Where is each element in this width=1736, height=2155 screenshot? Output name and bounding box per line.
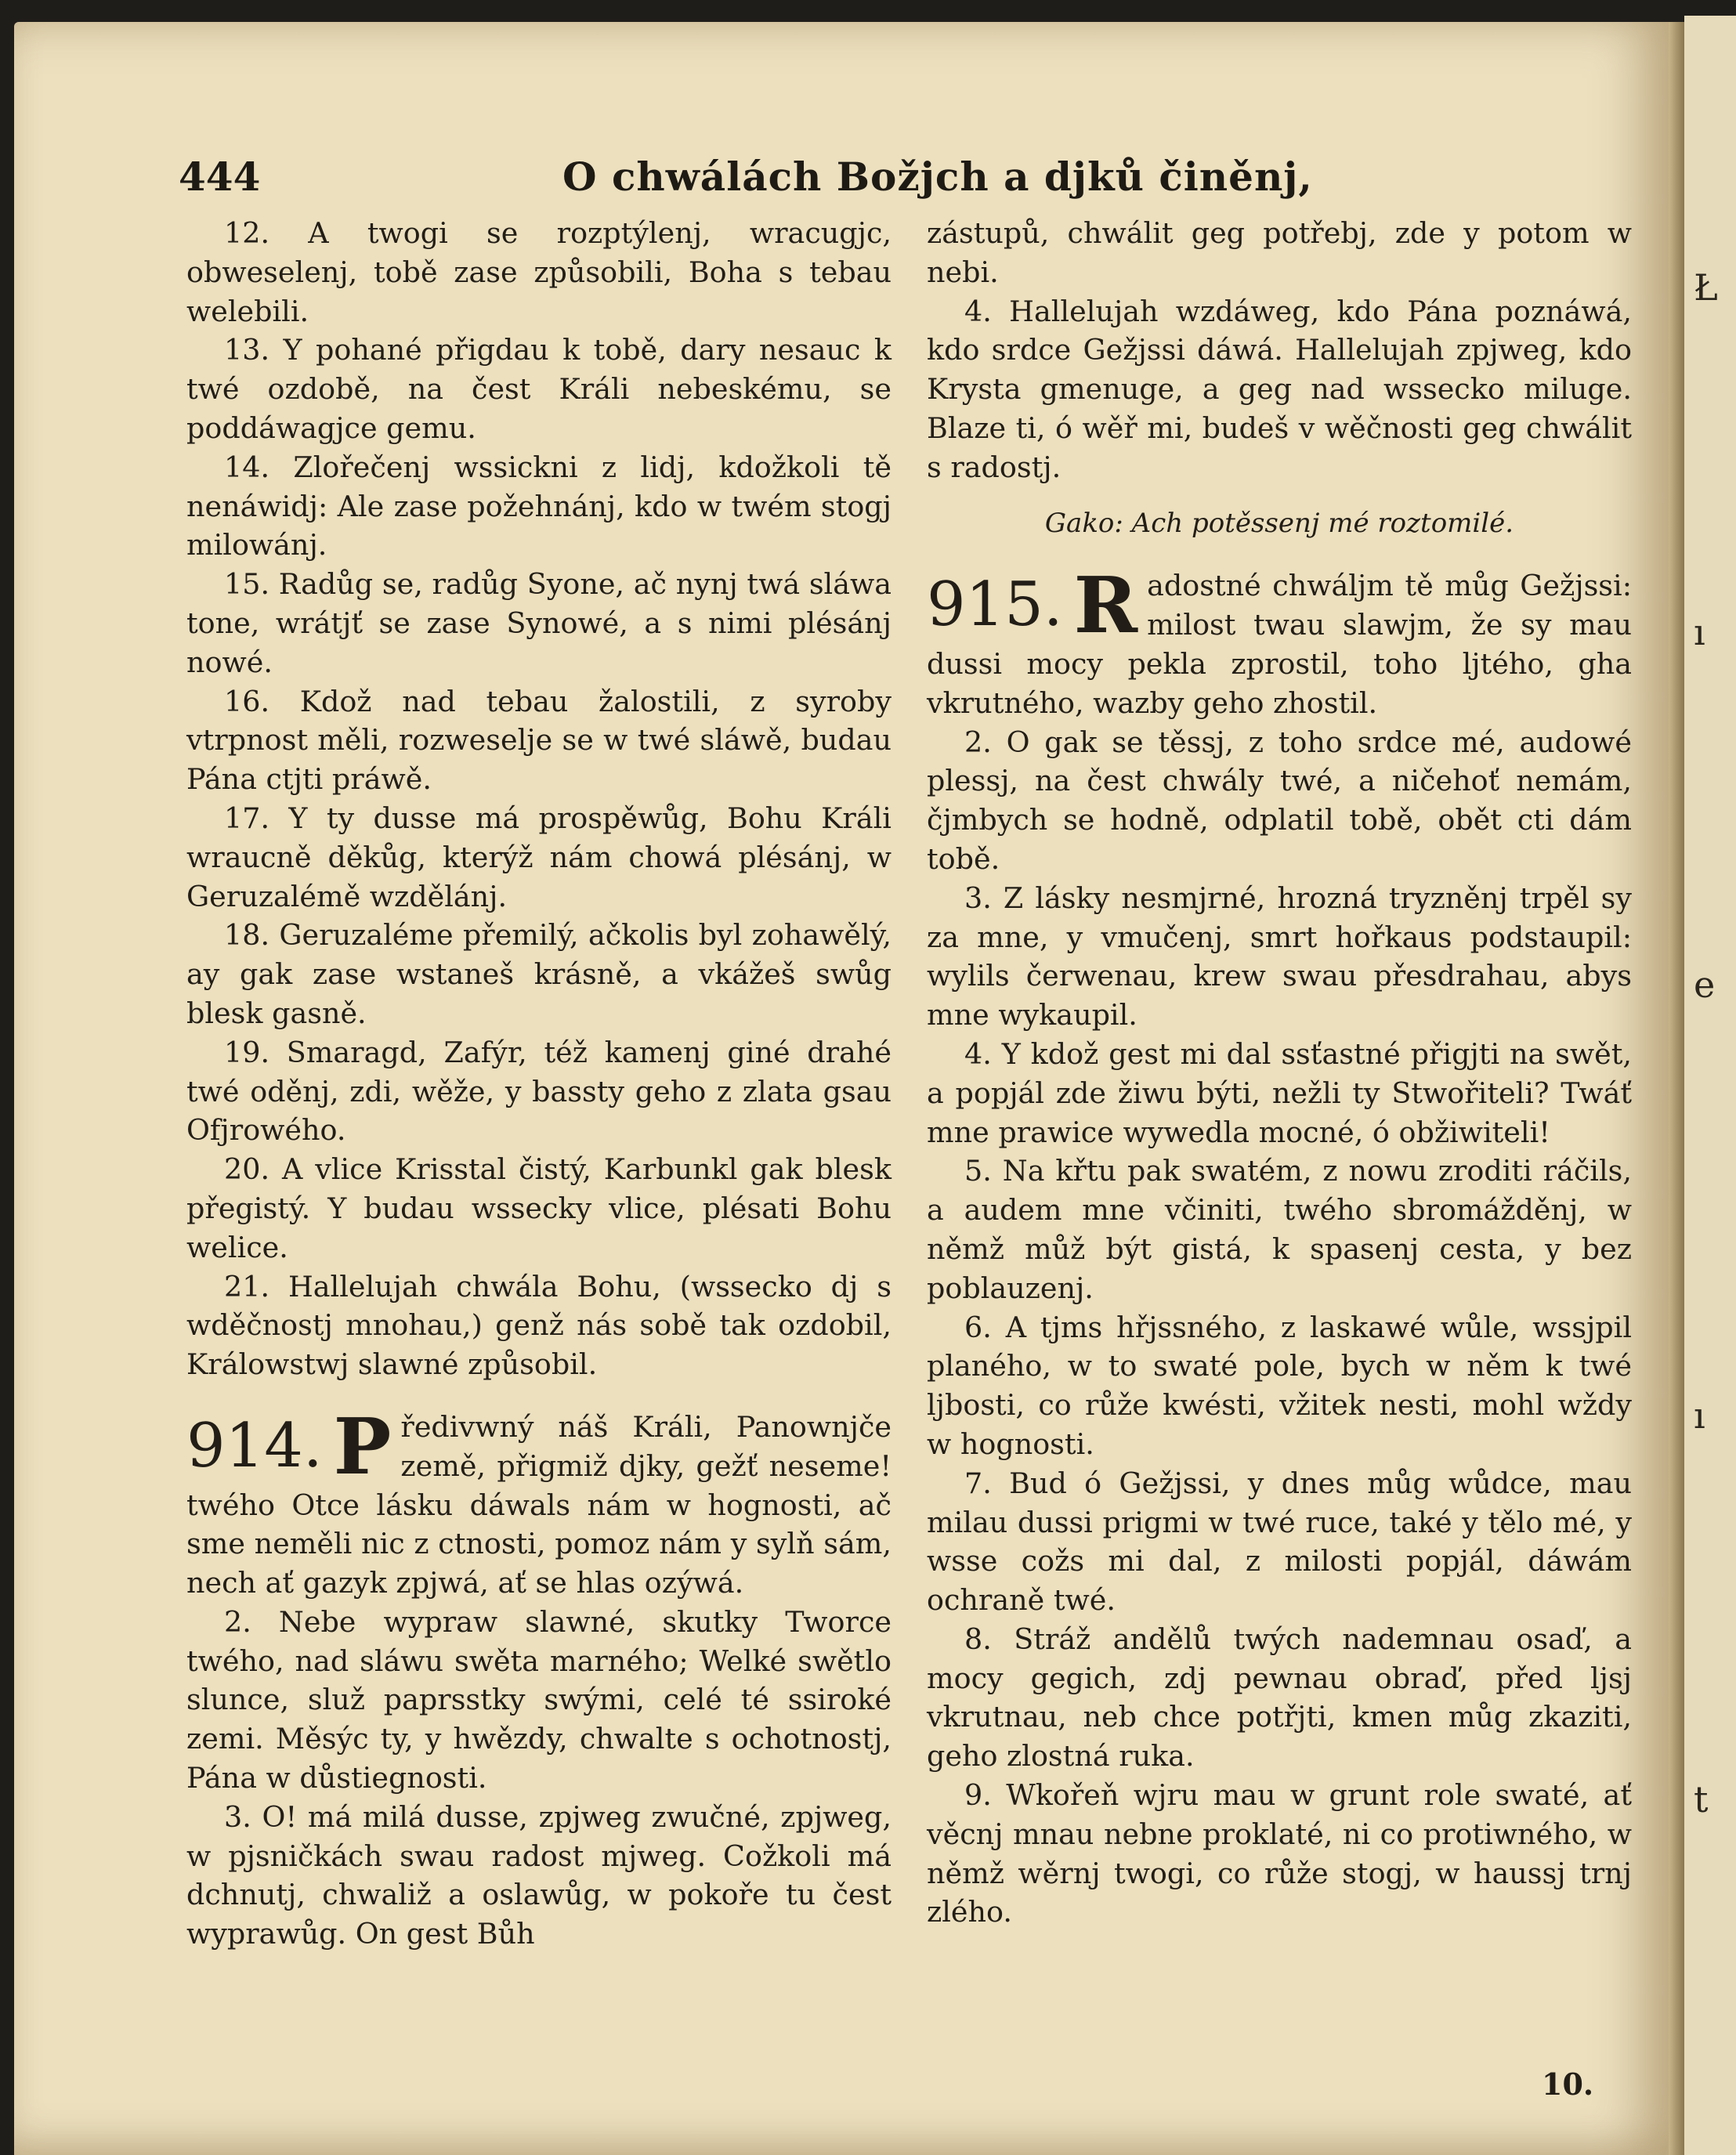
stanza-text: Zlořečenj wssickni z lidj, kdožkoli tě nenáwidj: Ale zase požehnánj, kdo w twém stogj milowánj. [186, 450, 892, 562]
stanza-number: 5. [964, 1154, 1003, 1188]
hymn [927, 561, 1632, 1932]
stanza-number: 9. [964, 1778, 1007, 1813]
stanza-text: Hallelujah chwála Bohu, (wssecko dj s wděčnostj mnohau,) genž nás sobě tak ozdobil, Králowstwj slawné způsobil. [186, 1269, 892, 1382]
stanza-number: 14. [224, 450, 294, 484]
stanza-text: ředivwný náš Králi, Panownjče země, přigmiž djky, gežť neseme! twého Otce lásku dáwals nám w hognosti, ač sme neměli nic z ctnosti, pomoz nám y sylň sám, nech ať gazyk zpjwá, ať se hlas ozýwá. [186, 1409, 892, 1600]
stanza-number: 15. [224, 567, 279, 602]
stanza-text: adostné chwáljm tě můg Gežjssi: milost twau slawjm, že sy mau dussi mocy pekla zprostil, toho ljtého, gha vkrutného, wazby geho zhostil. [927, 569, 1632, 720]
stanza-continuation: zástupů, chwálit geg potřebj, zde y potom w nebi. [927, 216, 1632, 289]
stanza [186, 565, 892, 682]
stanza-number: 4. [964, 1036, 1002, 1071]
stanza [186, 799, 892, 916]
hymn-number: 914. [186, 1410, 323, 1481]
stanza-text: Y kdož gest mi dal ssťastné přigjti na swět, a popjál zde žiwu býti, nežli ty Stwořiteli? Twáť mne prawice wywedla mocné, ó obžiwiteli! [927, 1036, 1632, 1149]
stanza-number: 19. [224, 1035, 287, 1069]
next-page-letter: t [1694, 1778, 1709, 1821]
running-head [179, 154, 1463, 208]
stanza [186, 1798, 892, 1954]
stanza [186, 916, 892, 1032]
next-page-letter: e [1694, 964, 1716, 1006]
stanza-number: 6. [964, 1310, 1006, 1344]
stanza-text: Y ty dusse má prospěwůg, Bohu Králi wraucně děkůg, kterýž nám chowá plésánj, w Geruzalémě wzdělánj. [186, 801, 892, 913]
stanza-number: 3. [964, 880, 1004, 915]
stanza [186, 1267, 892, 1384]
next-page-letter: ı [1694, 1394, 1705, 1437]
stanza-number: 12. [224, 216, 309, 250]
stanza-text: Radůg se, radůg Syone, ač nynj twá sláwa tone, wrátjť se zase Synowé, a s nimi plésánj nowé. [186, 567, 892, 679]
stanza-number: 13. [224, 333, 284, 367]
stanza-number: 2. [224, 1604, 279, 1639]
stanza [927, 1464, 1632, 1620]
stanza-number: 3. [224, 1799, 262, 1834]
page-number: 444 [179, 154, 261, 200]
stanza [186, 214, 892, 331]
page-gutter-shadow [1669, 22, 1684, 2155]
stanza-text: Hallelujah wzdáweg, kdo Pána poznáwá, kdo srdce Gežjssi dáwá. Hallelujah zpjweg, kdo Krysta gmenuge, a geg nad wssecko miluge. Blaze ti, ó wěř mi, budeš v wěčnosti geg chwálit s radostj. [927, 294, 1632, 484]
hymn-first-stanza [927, 561, 1632, 722]
next-page-letter: Ł [1694, 266, 1718, 309]
stanza-number: 2. [964, 725, 1007, 759]
stanza [186, 1033, 892, 1150]
hymn-first-stanza [186, 1401, 892, 1603]
left-column [186, 214, 892, 1954]
stanza-text: Na křtu pak swatém, z nowu zroditi ráčils, a audem mne včiniti, twého sbromážděnj, w němž můž být gistá, k spasenj cesta, y bez poblauzenj. [927, 1154, 1632, 1305]
stanza-text: Bud ó Gežjssi, y dnes můg wůdce, mau milau dussi prigmi w twé ruce, také y tělo mé, y wsse cožs mi dal, z milosti popjál, dáwám ochraně twé. [927, 1466, 1632, 1618]
stanza [927, 1308, 1632, 1464]
stanza-number: 16. [224, 684, 300, 718]
stanza-text: A vlice Krisstal čistý, Karbunkl gak blesk přegistý. Y budau wssecky vlice, plésati Bohu welice. [186, 1152, 892, 1264]
running-title: O chwálách Božjch a djků činěnj, [562, 154, 1313, 200]
stanza-text: A tjms hřjssného, z laskawé wůle, wssjpil planého, w to swaté pole, bych w něm k twé ljbosti, co růže kwésti, vžitek nesti, mohl wždy w hognosti. [927, 1310, 1632, 1461]
stanza-text: A twogi se rozptýlenj, wracugjc, obweselenj, tobě zase způsobili, Boha s tebau welebili. [186, 216, 892, 328]
stanza-number: 18. [224, 918, 280, 953]
stanza-text: Nebe wypraw slawné, skutky Tworce twého, nad sláwu swěta marného; Welké swětlo slunce, služ paprsstky swými, celé té ssiroké zemi. Měsýc ty, y hwězdy, chwalte s ochotnostj, Pána w důstiegnosti. [186, 1604, 892, 1795]
stanza-text: Y pohané přigdau k tobě, dary nesauc k twé ozdobě, na čest Králi nebeskému, se poddáwagjce gemu. [186, 333, 892, 445]
stanza [186, 448, 892, 565]
next-page-edge [1684, 16, 1736, 2155]
stanza-number: 21. [224, 1269, 288, 1303]
stanza-text: Geruzaléme přemilý, ačkolis byl zohawělý, ay gak zase wstaneš krásně, a vkážeš swůg blesk gasně. [186, 918, 892, 1030]
stanza [927, 1152, 1632, 1307]
stanza-text: Kdož nad tebau žalostili, z syroby vtrpnost měli, rozweselje se w twé sláwě, budau Pána ctjti práwě. [186, 684, 892, 797]
stanza [186, 1150, 892, 1267]
stanza-text: Smaragd, Zafýr, též kamenj giné drahé twé oděnj, zdi, wěže, y bassty geho z zlata gsau Ofjrowého. [186, 1035, 892, 1148]
stanza-number: 4. [964, 294, 1010, 328]
stanza-text: O gak se těssj, z toho srdce mé, audowé plessj, na čest chwály twé, a ničehoť nemám, čjmbych se hodně, odplatil tobě, obět cti dám tobě. [927, 725, 1632, 876]
stanza-number: 8. [964, 1622, 1014, 1656]
hymn-number: 915. [927, 569, 1063, 641]
next-page-letter: ı [1694, 611, 1705, 653]
stanza [927, 292, 1632, 487]
stanza-number: 20. [224, 1152, 282, 1187]
stanza [927, 1776, 1632, 1932]
stanza [927, 1035, 1632, 1152]
stanza [186, 1603, 892, 1798]
stanza-number: 17. [224, 801, 289, 835]
catchword: 10. [1542, 2066, 1594, 2102]
stanza-text: Wkořeň wjru mau w grunt role swaté, ať věcnj mnau nebne proklaté, ni co protiwného, w němž wěrnj twogi, co růže stogj, w haussj trnj zlého. [927, 1778, 1632, 1929]
stanza-text: Stráž andělů twých nademnau osaď, a mocy gegich, zdj pewnau obraď, před ljsj vkrutnau, neb chce potřjti, kmen můg zkaziti, geho zlostná ruka. [927, 1622, 1632, 1774]
drop-initial: P [333, 1401, 392, 1492]
melody-line: Gako: Ach potěssenj mé roztomilé. [1044, 507, 1514, 539]
stanza-text: Z lásky nesmjrné, hrozná tryzněnj trpěl sy za mne, y vmučenj, smrt hořkaus podstaupil: wylils čerwenau, krew swau přesdrahau, abys mne wykaupil. [927, 880, 1632, 1032]
stanza [186, 682, 892, 799]
stanza [186, 331, 892, 447]
stanza [927, 1620, 1632, 1776]
stanza-text: O! má milá dusse, zpjweg zwučné, zpjweg, w pjsničkách swau radost mjweg. Cožkoli má dchnutj, chwaliž a oslawůg, w pokoře tu čest wyprawůg. On gest Bůh [186, 1799, 892, 1951]
hymn [186, 1401, 892, 1954]
stanza [927, 723, 1632, 879]
drop-initial: R [1073, 561, 1138, 652]
book-page [14, 22, 1669, 2155]
right-column [927, 214, 1632, 1932]
stanza [927, 879, 1632, 1035]
stanza-number: 7. [964, 1466, 1010, 1500]
